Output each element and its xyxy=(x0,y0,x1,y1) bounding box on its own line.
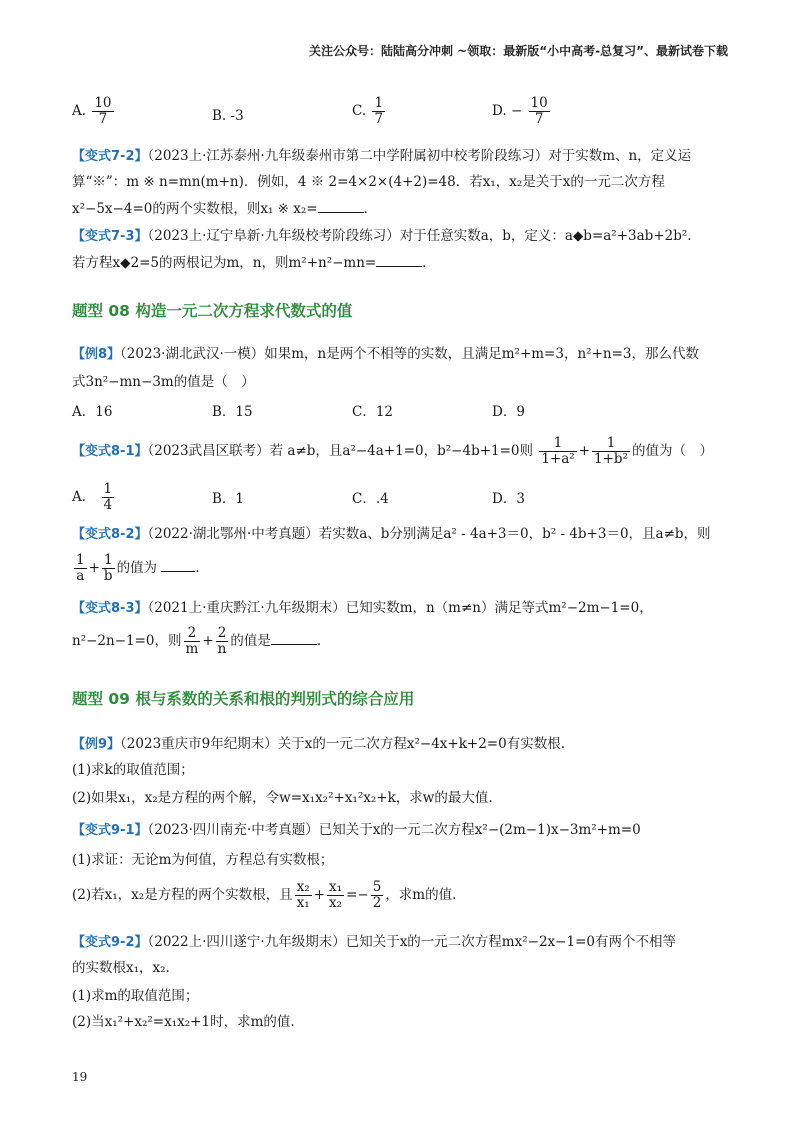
denominator: 7 xyxy=(98,110,108,127)
ex8-option-d: D．9 xyxy=(492,404,525,420)
example-8-line2: 式3n²−mn−3m的值是（ ） xyxy=(72,374,255,390)
variant-7-3-text: （2023上·辽宁阜新·九年级校考阶段练习）对于任意实数a，b，定义：a◆b=a²+3ab+2b². xyxy=(147,228,692,244)
fraction-2 xyxy=(102,553,115,584)
option-a-label: A. xyxy=(72,102,87,119)
variant-7-2-line2: 算“※”：m ※ n=mn(m+n)．例如，4 ※ 2=4×2×(4+2)=48．若x₁，x₂是关于x的一元二次方程 xyxy=(72,174,665,190)
numerator: 1 xyxy=(102,553,115,569)
numerator: x₂ xyxy=(296,879,310,895)
fraction-1 xyxy=(74,553,87,584)
denominator: n xyxy=(217,640,227,657)
fraction-1 xyxy=(184,626,201,657)
numerator: 10 xyxy=(94,95,112,111)
example-9-text: （2023重庆市9年纪期末）关于x的一元二次方程x²−4x+k+2=0有实数根. xyxy=(120,736,565,752)
example-9-line3: (2)如果x₁，x₂是方程的两个解，令w=x₁x₂²+x₁²x₂+k，求w的最大值. xyxy=(72,790,493,806)
option-a xyxy=(72,96,116,127)
variant-8-1-end: 的值为（ ） xyxy=(631,442,713,459)
ex8-option-b: B．15 xyxy=(212,404,253,420)
variant-8-2-tag: 【变式8-2】 xyxy=(72,527,148,542)
variant-7-2-tag: 【变式7-2】 xyxy=(72,149,148,164)
option-c-label: C. xyxy=(352,102,367,119)
variant-8-2-text2: 的值为 xyxy=(116,559,158,576)
variant-7-3-end: ． xyxy=(422,255,436,271)
fraction-2 xyxy=(327,880,344,911)
fraction-2 xyxy=(216,626,229,657)
answer-blank xyxy=(161,559,195,572)
option-b xyxy=(212,108,244,125)
ex8-option-a: A．16 xyxy=(72,404,113,420)
option-a-label: A． xyxy=(72,488,96,505)
page-header: 关注公众号：陆陆高分冲刺 ~领取：最新版“小中高考-总复习”、最新试卷下载 xyxy=(309,44,728,58)
variant-9-1-line2: (1)求证：无论m为何值，方程总有实数根； xyxy=(72,852,334,868)
v81-option-b: B．1 xyxy=(212,491,245,507)
section-title-09: 题型 09 根与系数的关系和根的判别式的综合应用 xyxy=(72,690,415,708)
numerator: 10 xyxy=(530,95,548,111)
variant-8-1-text: （2023武昌区联考）若 a≠b，且a²−4a+1=0，b²−4b+1=0则 xyxy=(147,442,534,459)
variant-8-1-line xyxy=(72,436,713,467)
variant-9-2-line2: 的实数根x₁，x₂. xyxy=(72,960,170,976)
variant-7-3-tag: 【变式7-3】 xyxy=(72,229,148,244)
numerator: 2 xyxy=(216,626,229,642)
option-d-label: D. xyxy=(492,102,507,119)
denominator: m xyxy=(185,640,199,657)
variant-9-2-line4: (2)当x₁²+x₂²=x₁x₂+1时，求m的值. xyxy=(72,1014,295,1030)
denominator: 4 xyxy=(103,496,113,513)
variant-7-2-text: x²−5x−4=0的两个实数根，则x₁ ※ x₂= xyxy=(72,201,318,217)
variant-7-2-end: ． xyxy=(363,201,378,217)
numerator: 1 xyxy=(76,552,85,568)
variant-8-2-line1 xyxy=(72,526,711,543)
option-c xyxy=(352,96,387,127)
variant-9-2-text: （2022上·四川遂宁·九年级期末）已知关于x的一元二次方程mx²−2x−1=0有两个不相等 xyxy=(147,934,676,950)
example-9-tag: 【例9】 xyxy=(72,737,121,752)
numerator: 1 xyxy=(539,436,576,452)
variant-8-3-text3: 的值是 xyxy=(230,632,271,649)
variant-8-3-text2: n²−2n−1=0，则 xyxy=(72,632,182,649)
variant-7-2-source: （2023上·江苏泰州·九年级泰州市第二中学附属初中校考阶段练习）对于实数m、n，定义运 xyxy=(147,148,692,164)
variant-9-1-text3: (2)若x₁，x₂是方程的两个实数根，且 xyxy=(72,886,293,903)
fraction-3 xyxy=(371,880,384,911)
ex8-option-c: C．12 xyxy=(352,404,394,420)
fraction-1 xyxy=(539,436,576,467)
variant-8-2-text: （2022·湖北鄂州·中考真题）若实数a、b分别满足a² - 4a+3＝0，b² - 4b+3＝0，且a≠b，则 xyxy=(147,526,711,542)
option-d-fraction xyxy=(529,96,550,127)
numerator: x₁ xyxy=(329,879,343,895)
variant-9-2-tag: 【变式9-2】 xyxy=(72,935,148,950)
plus-sign: + xyxy=(578,442,590,459)
denominator: 7 xyxy=(374,110,384,127)
variant-8-2-end: . xyxy=(195,559,200,576)
example-9-line2: (1)求k的取值范围； xyxy=(72,762,194,778)
option-c-fraction xyxy=(372,96,385,127)
denominator: a xyxy=(76,567,85,584)
numerator: 5 xyxy=(372,879,382,895)
variant-7-3-text2: 若方程x◆2=5的两根记为m，n，则m²+n²−mn= xyxy=(72,255,377,271)
answer-blank xyxy=(271,632,317,645)
v81-option-d: D．3 xyxy=(492,491,525,507)
variant-8-3-text: （2021上·重庆黔江·九年级期末）已知实数m，n（m≠n）满足等式m²−2m−1=0， xyxy=(147,600,653,616)
option-b-label: B. xyxy=(212,108,227,124)
option-a-fraction xyxy=(92,96,113,127)
v81-option-a xyxy=(72,482,116,513)
v81-option-c: C．.4 xyxy=(352,491,389,507)
variant-9-2-line1 xyxy=(72,934,676,951)
denominator: 7 xyxy=(534,110,544,127)
option-d-sign: − xyxy=(510,102,523,119)
numerator: 1 xyxy=(103,481,113,497)
fraction-1 xyxy=(295,880,312,911)
variant-9-1-text: （2023·四川南充·中考真题）已知关于x的一元二次方程x²−(2m−1)x−3m²+m=0 xyxy=(147,822,641,838)
variant-8-3-line2 xyxy=(72,626,321,657)
variant-7-2-line3 xyxy=(72,200,377,218)
option-b-text: -3 xyxy=(230,108,244,124)
section-title-08: 题型 08 构造一元二次方程求代数式的值 xyxy=(72,302,353,320)
numerator: 2 xyxy=(184,626,201,642)
page-number: 19 xyxy=(72,1070,88,1084)
variant-9-1-end: ，求m的值. xyxy=(385,886,457,903)
answer-blank xyxy=(376,254,422,267)
plus-sign: + xyxy=(88,559,100,576)
variant-9-1-line1 xyxy=(72,822,641,839)
denominator: 1+a² xyxy=(541,450,575,467)
plus-sign: + xyxy=(313,886,326,903)
example-9-line1 xyxy=(72,736,565,753)
denominator: b xyxy=(103,567,113,584)
denominator: 2 xyxy=(372,894,382,911)
plus-sign: + xyxy=(202,632,214,649)
denominator: x₂ xyxy=(329,894,343,911)
example-8-tag: 【例8】 xyxy=(72,347,121,362)
example-8-line1 xyxy=(72,346,699,363)
equals-sign: =− xyxy=(346,886,369,903)
variant-8-3-tag: 【变式8-3】 xyxy=(72,601,148,616)
variant-9-1-line3 xyxy=(72,880,456,911)
fraction-2 xyxy=(592,436,630,467)
variant-9-1-tag: 【变式9-1】 xyxy=(72,823,148,838)
numerator: 1 xyxy=(374,95,384,111)
variant-7-2-line1 xyxy=(72,148,691,165)
variant-8-1-tag: 【变式8-1】 xyxy=(72,443,148,459)
option-a-fraction xyxy=(102,482,115,513)
variant-8-3-line1 xyxy=(72,600,653,617)
numerator: 1 xyxy=(592,436,630,452)
variant-8-3-end: . xyxy=(316,632,322,649)
variant-7-3-line1 xyxy=(72,228,692,245)
denominator: x₁ xyxy=(296,894,310,911)
variant-8-2-line2 xyxy=(72,553,200,584)
variant-9-2-line3: (1)求m的取值范围； xyxy=(72,988,199,1004)
example-8-text: （2023·湖北武汉·一模）如果m，n是两个不相等的实数，且满足m²+m=3，n²+n=3，那么代数 xyxy=(120,346,699,362)
option-d xyxy=(492,96,552,127)
answer-blank xyxy=(318,200,364,213)
denominator: 1+b² xyxy=(594,450,628,467)
variant-7-3-line2 xyxy=(72,254,436,272)
